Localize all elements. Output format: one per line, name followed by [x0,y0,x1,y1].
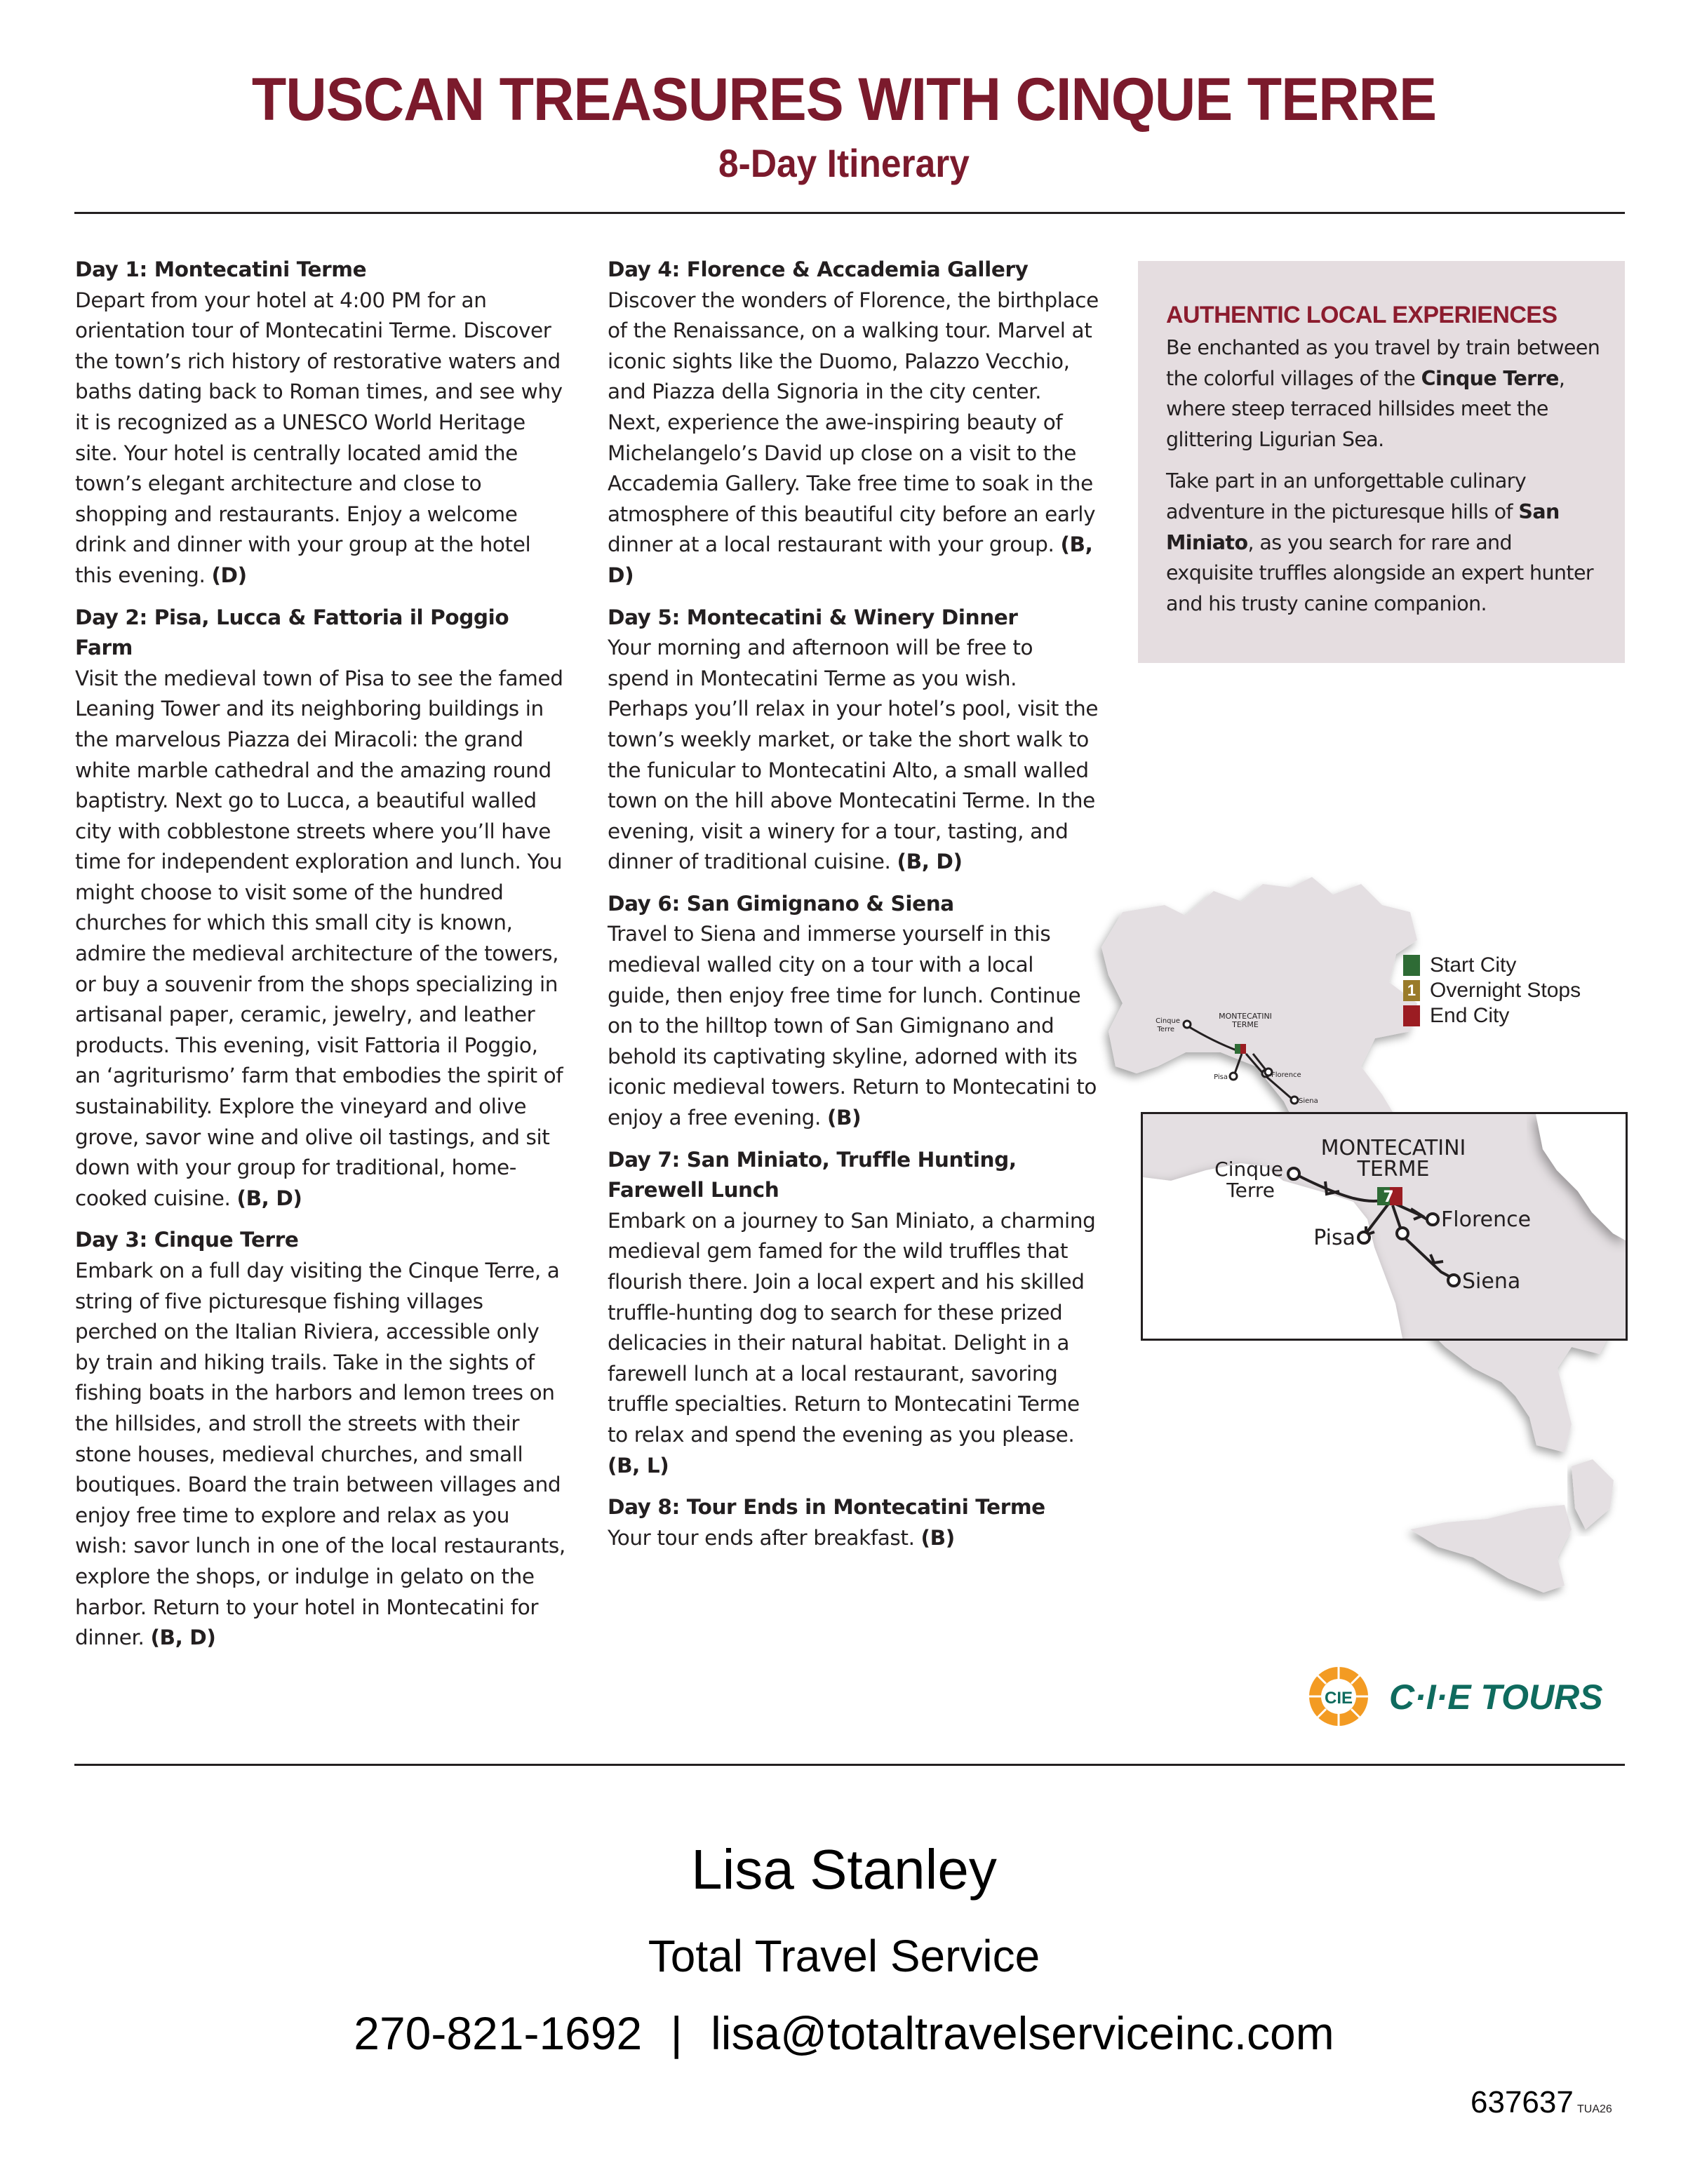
highlights-sidebar [1138,261,1625,663]
document-subtitle: 8-Day Itinerary [718,141,970,185]
logo-badge-text: CIE [1324,1689,1353,1708]
agent-name: Lisa Stanley [691,1838,997,1901]
stop-pisa [1358,1232,1369,1243]
itinerary-day-1 [75,255,566,591]
meals-badge: (B, D) [897,850,963,874]
sidebar-heading: AUTHENTIC LOCAL EXPERIENCES [1166,302,1558,328]
overview-label-terre: Terre [1157,1026,1174,1033]
day-title: Day 1: Montecatini Terme [75,257,367,281]
overview-label-siena: Siena [1299,1097,1318,1105]
day-body: Discover the wonders of Florence, the birthplace of the Renaissance, on a walking tour. Marvel at iconic sights like the Duomo, Palazzo Vecchio, and Piazza della Signoria in the city center. Next, experience the awe-inspiring beauty of Michelangelo’s David up close on a visit to the Accademia Gallery. Take free time to soak in the atmosphere of this beautiful city before an early dinner at a local restaurant with your group. (B, D) [608,288,1099,587]
inset-hub-label-2: TERME [1357,1157,1430,1181]
meals-badge: (B, D) [608,532,1093,587]
sidebar-paragraph-2: Take part in an unforgettable culinary adventure in the picturesque hills of San Miniato, as you search for rare and exquisite truffles alongside an expert hunter and his trusty canine companion. [1166,469,1593,615]
overview-label-cinque: Cinque [1156,1017,1180,1025]
day-title: Day 6: San Gimignano & Siena [608,891,954,916]
itinerary-day-7 [608,1145,1099,1482]
inset-map-svg [1143,1114,1626,1339]
overview-hub-end [1240,1044,1246,1054]
itinerary-day-4 [608,255,1099,591]
day-title: Day 2: Pisa, Lucca & Fattoria il Poggio Farm [75,605,509,660]
stop-siena [1448,1275,1459,1286]
itinerary-day-6 [608,889,1099,1134]
bottom-divider [74,1764,1625,1766]
sidebar-paragraph-1: Be enchanted as you travel by train between the colorful villages of the Cinque Terre, where steep terraced hillsides meet the glittering Ligurian Sea. [1166,336,1600,451]
itinerary-column-2 [608,255,1099,1565]
contact-line [0,2005,1688,2061]
inset-hub-label: MONTECATINI [1320,1136,1466,1160]
overview-label-pisa: Pisa [1214,1073,1228,1081]
day-body: Your morning and afternoon will be free to spend in Montecatini Terme as you wish. Perhaps you’ll relax in your hotel’s pool, visit the town’s weekly market, or take the short walk to the funicular to Montecatini Alto, a small walled town on the hill above Montecatini Terme. In the evening, visit a winery for a tour, tasting, and dinner of traditional cuisine. (B, D) [608,636,1099,874]
day-title: Day 4: Florence & Accademia Gallery [608,257,1029,281]
overview-label-florence: Florence [1271,1071,1301,1079]
hub-nights: 7 [1383,1188,1394,1206]
meals-badge: (B) [920,1525,955,1550]
meals-badge: (B, D) [150,1626,216,1650]
itinerary-column-1 [75,255,566,1665]
overnight-stops-swatch: 1 [1403,980,1420,1001]
end-city-swatch [1403,1005,1420,1026]
itinerary-day-3 [75,1225,566,1653]
itinerary-day-8 [608,1492,1099,1553]
logo-ring-icon [1309,1667,1368,1726]
top-divider [74,212,1625,214]
document-code: 637637 [1471,2085,1574,2119]
stop-san-miniato [1397,1228,1408,1239]
inset-label-pisa: Pisa [1313,1226,1355,1250]
overview-hub-label: MONTECATINI [1219,1012,1272,1021]
contact-separator: | [670,2007,683,2059]
agency-name: Total Travel Service [648,1931,1040,1981]
meals-badge: (D) [211,563,247,587]
day-title: Day 3: Cinque Terre [75,1228,299,1252]
itinerary-day-5 [608,603,1099,878]
day-body: Visit the medieval town of Pisa to see the famed Leaning Tower and its neighboring buildings in the marvelous Piazza dei Miracoli: the grand white marble cathedral and the amazing round baptistry. Next go to Lucca, a beautiful walled city with cobblestone streets where you’ll have time for independent exploration and lunch. You might choose to visit some of the hundred churches for which this small city is known, admire the medieval architecture of the towers, or buy a souvenir from the shops specializing in artisanal paper, ceramic, jewelry, and leather products. This evening, visit Fattoria il Poggio, an ‘agriturismo’ farm that embodies the spirit of sustainability. Explore the vineyard and olive grove, savor wine and olive oil tastings, and sit down with your group for traditional, home-cooked cuisine. (B, D) [75,666,563,1210]
inset-label-terre: Terre [1226,1179,1275,1202]
tour-code: TUA26 [1577,2103,1612,2115]
overview-hub-start [1235,1044,1240,1054]
legend-start-city: Start City [1403,953,1581,978]
day-title: Day 8: Tour Ends in Montecatini Terme [608,1495,1045,1520]
inset-label-siena: Siena [1462,1269,1521,1294]
adriatic-sea-shape [1536,1114,1626,1240]
inset-route-map [1141,1112,1628,1341]
agent-email[interactable]: lisa@totaltravelserviceinc.com [711,2007,1334,2059]
calabria-shape [1572,1459,1614,1529]
meals-badge: (B, D) [236,1186,302,1210]
legend-overnight-stops: 1 Overnight Stops [1403,978,1581,1003]
inset-label-cinque: Cinque [1214,1158,1283,1181]
inset-label-florence: Florence [1441,1207,1532,1232]
stop-florence [1427,1214,1438,1225]
day-body: Travel to Siena and immerse yourself in this medieval walled city on a tour with a local guide, then enjoy free time for lunch. Continue on to the hilltop town of San Gimignano and behold its captivating skyline, adorned with its iconic medieval towers. Return to Montecatini to enjoy a free evening. (B) [608,922,1097,1130]
overview-hub-label-2: TERME [1232,1020,1259,1029]
day-body: Embark on a journey to San Miniato, a charming medieval gem famed for the wild truffles that flourish there. Join a local expert and his skilled truffle-hunting dog to search for these prized delicacies in their natural habitat. Delight in a farewell lunch at a local restaurant, savoring truffle specialties. Return to Montecatini Terme to relax and spend the evening as you please. (B, L) [608,1208,1096,1478]
day-title: Day 7: San Miniato, Truffle Hunting, Farewell Lunch [608,1147,1017,1202]
map-legend [1403,953,1581,1029]
stop-cinque-terre [1288,1168,1299,1179]
cie-logo-svg [1304,1663,1626,1733]
sicily-shape [1410,1505,1572,1593]
day-body: Embark on a full day visiting the Cinque Terre, a string of five picturesque fishing villages perched on the Italian Riviera, accessible only by train and hiking trails. Take in the sights of fishing boats in the harbors and lemon trees on the hillsides, and stroll the streets with their stone houses, medieval churches, and small boutiques. Board the train between villages and enjoy free time to explore and relax as you wish: savor lunch in one of the local restaurants, explore the shops, or indulge in gelato on the harbor. Return to your hotel in Montecatini for dinner. (B, D) [75,1259,565,1650]
start-city-swatch [1403,955,1420,976]
day-title: Day 5: Montecatini & Winery Dinner [608,605,1018,629]
itinerary-day-2 [75,603,566,1214]
cie-tours-logo [1304,1663,1626,1733]
meals-badge: (B, L) [608,1453,669,1478]
document-title: TUSCAN TREASURES WITH CINQUE TERRE [251,66,1437,133]
day-body: Your tour ends after breakfast. (B) [608,1525,955,1550]
meals-badge: (B) [826,1106,862,1130]
legend-end-city: End City [1403,1003,1581,1029]
agent-phone[interactable]: 270-821-1692 [354,2007,643,2059]
day-body: Depart from your hotel at 4:00 PM for an orientation tour of Montecatini Terme. Discover the town’s rich history of restorative waters and baths dating back to Roman times, and see why it is recognized as a UNESCO World Heritage site. Your hotel is centrally located amid the town’s elegant architecture and close to shopping and restaurants. Enjoy a welcome drink and dinner with your group at the hotel this evening. (D) [75,288,563,587]
logo-wordmark: C·I·E TOURS [1389,1677,1603,1717]
